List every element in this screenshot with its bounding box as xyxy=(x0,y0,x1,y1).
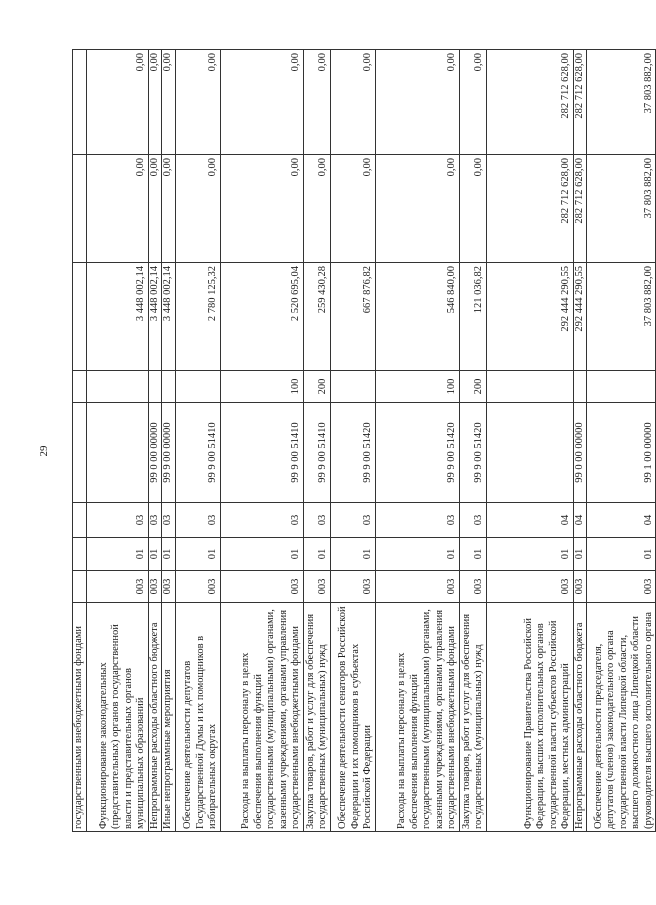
sum-year-2: 0,00 xyxy=(148,155,162,263)
expense-type xyxy=(162,371,176,403)
sum-year-2: 0,00 xyxy=(86,155,148,263)
admin-code: 003 xyxy=(330,571,375,603)
rotated-page xyxy=(72,50,654,832)
target-article: 99 9 00 51410 xyxy=(303,403,330,503)
section-code: 01 xyxy=(375,538,459,571)
subsection-code: 04 xyxy=(587,503,656,538)
table-row xyxy=(175,50,220,832)
row-name: Расходы на выплаты персоналу в целях обеспечения выполнения функций государственными (муниципальными) органами, казенными учреждениями, органами управления государственными внебюджетными фондами xyxy=(220,603,303,832)
section-code: 01 xyxy=(303,538,330,571)
target-article: 99 9 00 51420 xyxy=(330,403,375,503)
target-article: 99 0 00 00000 xyxy=(573,403,587,503)
admin-code: 003 xyxy=(162,571,176,603)
sum-year-1: 3 448 002,14 xyxy=(148,263,162,371)
admin-code: 003 xyxy=(148,571,162,603)
sum-year-1: 3 448 002,14 xyxy=(162,263,176,371)
subsection-code: 03 xyxy=(459,503,486,538)
row-name: Непрограммные расходы областного бюджета xyxy=(148,603,162,832)
subsection-code: 03 xyxy=(86,503,148,538)
subsection-code: 03 xyxy=(330,503,375,538)
admin-code: 003 xyxy=(375,571,459,603)
subsection-code: 03 xyxy=(303,503,330,538)
sum-year-3: 0,00 xyxy=(303,50,330,155)
target-article: 99 9 00 51420 xyxy=(375,403,459,503)
table-row xyxy=(148,50,162,832)
expense-type xyxy=(587,371,656,403)
target-article: 99 1 00 00000 xyxy=(587,403,656,503)
sum-year-3: 0,00 xyxy=(459,50,486,155)
subsection-code: 04 xyxy=(486,503,573,538)
row-name: Функционирование законодательных (представительных) органов государственной власти и представительных органов муниципальных образований xyxy=(86,603,148,832)
table-row xyxy=(486,50,573,832)
section-code: 01 xyxy=(86,538,148,571)
section-code: 01 xyxy=(486,538,573,571)
section-code: 01 xyxy=(459,538,486,571)
table-row xyxy=(459,50,486,832)
target-article: 99 9 00 51420 xyxy=(459,403,486,503)
sum-year-3: 0,00 xyxy=(148,50,162,155)
target-article xyxy=(86,403,148,503)
admin-code: 003 xyxy=(220,571,303,603)
sum-year-3: 282 712 628,00 xyxy=(573,50,587,155)
expense-type: 200 xyxy=(303,371,330,403)
expense-type xyxy=(86,371,148,403)
sum-year-2: 0,00 xyxy=(375,155,459,263)
section-code: 01 xyxy=(148,538,162,571)
target-article: 99 9 00 51410 xyxy=(175,403,220,503)
row-name: Расходы на выплаты персоналу в целях обеспечения выполнения функций государственными (муниципальными) органами, казенными учреждениями, органами управления государственными внебюджетными фондами xyxy=(375,603,459,832)
section-code: 01 xyxy=(220,538,303,571)
sum-year-1: 121 036,82 xyxy=(459,263,486,371)
subsection-code: 03 xyxy=(175,503,220,538)
subsection-code: 03 xyxy=(220,503,303,538)
section-code: 01 xyxy=(175,538,220,571)
sum-year-3: 282 712 628,00 xyxy=(486,50,573,155)
sum-year-2: 0,00 xyxy=(220,155,303,263)
expense-type xyxy=(573,371,587,403)
table-row xyxy=(220,50,303,832)
expense-type xyxy=(330,371,375,403)
expense-type xyxy=(73,371,87,403)
table-row xyxy=(73,50,87,832)
budget-table xyxy=(72,49,656,832)
sum-year-2 xyxy=(73,155,87,263)
table-row xyxy=(303,50,330,832)
expense-type: 200 xyxy=(459,371,486,403)
section-code: 01 xyxy=(162,538,176,571)
sum-year-3: 0,00 xyxy=(162,50,176,155)
row-name: Иные непрограммные мероприятия xyxy=(162,603,176,832)
section-code xyxy=(73,538,87,571)
sum-year-1 xyxy=(73,263,87,371)
expense-type xyxy=(486,371,573,403)
admin-code: 003 xyxy=(303,571,330,603)
subsection-code: 03 xyxy=(162,503,176,538)
admin-code: 003 xyxy=(459,571,486,603)
target-article xyxy=(73,403,87,503)
sum-year-3: 0,00 xyxy=(220,50,303,155)
subsection-code: 03 xyxy=(148,503,162,538)
row-name: государственными внебюджетными фондами xyxy=(73,603,87,832)
table-row xyxy=(86,50,148,832)
expense-type xyxy=(175,371,220,403)
target-article: 99 0 00 00000 xyxy=(148,403,162,503)
sum-year-1: 2 520 695,04 xyxy=(220,263,303,371)
sum-year-3 xyxy=(73,50,87,155)
section-code: 01 xyxy=(330,538,375,571)
row-name: Функционирование Правительства Российской Федерации, высших исполнительных органов государственной власти субъектов Российской Федерации, местных администраций xyxy=(486,603,573,832)
table-row xyxy=(375,50,459,832)
sum-year-2: 282 712 628,00 xyxy=(573,155,587,263)
subsection-code: 03 xyxy=(375,503,459,538)
sum-year-1: 3 448 002,14 xyxy=(86,263,148,371)
table-row xyxy=(587,50,656,832)
admin-code: 003 xyxy=(175,571,220,603)
target-article: 99 9 00 00000 xyxy=(162,403,176,503)
sum-year-1: 292 444 290,55 xyxy=(573,263,587,371)
target-article: 99 9 00 51410 xyxy=(220,403,303,503)
row-name: Закупка товаров, работ и услуг для обеспечения государственных (муниципальных) нужд xyxy=(459,603,486,832)
sum-year-3: 0,00 xyxy=(330,50,375,155)
table-body xyxy=(73,50,656,832)
sum-year-2: 0,00 xyxy=(459,155,486,263)
sum-year-1: 37 803 882,00 xyxy=(587,263,656,371)
sum-year-3: 0,00 xyxy=(86,50,148,155)
section-code: 01 xyxy=(573,538,587,571)
row-name: Непрограммные расходы областного бюджета xyxy=(573,603,587,832)
subsection-code xyxy=(73,503,87,538)
table-row xyxy=(162,50,176,832)
admin-code: 003 xyxy=(86,571,148,603)
section-code: 01 xyxy=(587,538,656,571)
expense-type xyxy=(148,371,162,403)
sum-year-1: 292 444 290,55 xyxy=(486,263,573,371)
target-article xyxy=(486,403,573,503)
sum-year-2: 0,00 xyxy=(303,155,330,263)
sum-year-1: 259 430,28 xyxy=(303,263,330,371)
admin-code: 003 xyxy=(587,571,656,603)
admin-code xyxy=(73,571,87,603)
sum-year-2: 0,00 xyxy=(162,155,176,263)
sum-year-2: 37 803 882,00 xyxy=(587,155,656,263)
row-name: Обеспечение деятельности депутатов Государственной Думы и их помощников в избирательных округах xyxy=(175,603,220,832)
sum-year-1: 2 780 125,32 xyxy=(175,263,220,371)
sum-year-3: 0,00 xyxy=(375,50,459,155)
admin-code: 003 xyxy=(573,571,587,603)
page-number: 29 xyxy=(38,445,50,457)
row-name: Закупка товаров, работ и услуг для обеспечения государственных (муниципальных) нужд xyxy=(303,603,330,832)
expense-type: 100 xyxy=(220,371,303,403)
table-row xyxy=(573,50,587,832)
expense-type: 100 xyxy=(375,371,459,403)
row-name: Обеспечение деятельности сенаторов Российской Федерации и их помощников в субъектах Российской Федерации xyxy=(330,603,375,832)
row-name: Обеспечение деятельности председателя, депутатов (членов) законодательного органа государственной власти Липецкой области, высшего должностного лица Липецкой области (руководителя высшего исполнительного органа xyxy=(587,603,656,832)
sum-year-2: 282 712 628,00 xyxy=(486,155,573,263)
sum-year-3: 37 803 882,00 xyxy=(587,50,656,155)
sum-year-1: 667 876,82 xyxy=(330,263,375,371)
sum-year-2: 0,00 xyxy=(330,155,375,263)
sum-year-2: 0,00 xyxy=(175,155,220,263)
table-row xyxy=(330,50,375,832)
sum-year-3: 0,00 xyxy=(175,50,220,155)
sum-year-1: 546 840,00 xyxy=(375,263,459,371)
subsection-code: 04 xyxy=(573,503,587,538)
admin-code: 003 xyxy=(486,571,573,603)
